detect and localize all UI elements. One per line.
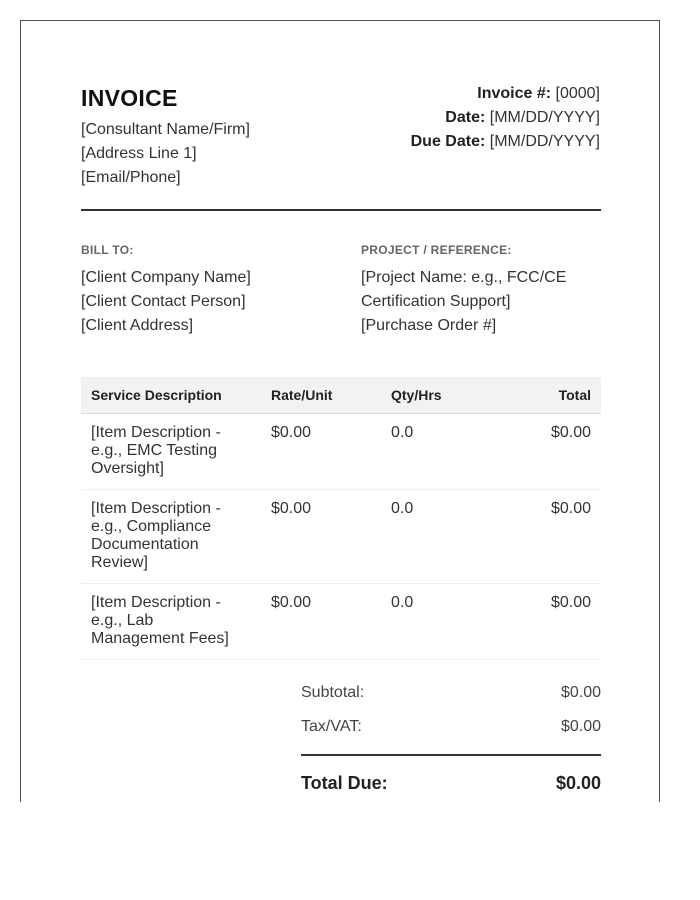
col-rate-unit: Rate/Unit <box>261 377 381 414</box>
client-address: [Client Address] <box>81 317 194 334</box>
invoice-meta <box>411 82 600 154</box>
due-date-value: [MM/DD/YYYY] <box>489 133 600 150</box>
consultant-info <box>81 118 250 190</box>
tax-value: $0.00 <box>560 718 601 735</box>
row-qty: 0.0 <box>381 414 501 490</box>
due-date-row <box>411 130 600 154</box>
row-description: [Item Description - e.g., Lab Management Fees] <box>81 584 261 660</box>
subtotal-label: Subtotal: <box>301 684 365 701</box>
client-contact: [Client Contact Person] <box>81 293 246 310</box>
row-rate: $0.00 <box>261 490 381 584</box>
total-due-row <box>301 766 601 800</box>
totals-section <box>301 676 601 800</box>
project-name-line1: [Project Name: e.g., FCC/CE <box>361 269 567 286</box>
col-qty-hrs: Qty/Hrs <box>381 377 501 414</box>
project-name-line2: Certification Support] <box>361 293 511 310</box>
col-service-description: Service Description <box>81 377 261 414</box>
bill-to-section <box>81 243 341 338</box>
col-total: Total <box>501 377 601 414</box>
row-total: $0.00 <box>501 414 601 490</box>
bill-to-label: BILL TO: <box>81 243 134 257</box>
subtotal-value: $0.00 <box>560 684 601 701</box>
invoice-title: INVOICE <box>81 85 178 111</box>
row-qty: 0.0 <box>381 490 501 584</box>
table-row <box>81 414 601 490</box>
invoice-number-label: Invoice #: <box>477 85 552 102</box>
invoice-date-value: [MM/DD/YYYY] <box>489 109 600 126</box>
consultant-address: [Address Line 1] <box>81 145 197 162</box>
invoice-date-label: Date: <box>445 109 486 126</box>
table-row <box>81 584 601 660</box>
row-total: $0.00 <box>501 490 601 584</box>
table-row <box>81 490 601 584</box>
total-due-label: Total Due: <box>301 772 388 793</box>
invoice-date-row <box>411 106 600 130</box>
totals-divider <box>301 754 601 756</box>
project-label: PROJECT / REFERENCE: <box>361 243 512 257</box>
table-header-row <box>81 377 601 414</box>
project-section <box>361 243 601 338</box>
client-company: [Client Company Name] <box>81 269 251 286</box>
consultant-contact: [Email/Phone] <box>81 169 181 186</box>
tax-label: Tax/VAT: <box>301 718 362 735</box>
bill-to-lines <box>81 266 341 338</box>
invoice-number-row <box>411 82 600 106</box>
row-description: [Item Description - e.g., Compliance Documentation Review] <box>81 490 261 584</box>
invoice-number-value: [0000] <box>555 85 600 102</box>
purchase-order: [Purchase Order #] <box>361 317 497 334</box>
total-due-value: $0.00 <box>555 772 601 793</box>
tax-row <box>301 710 601 744</box>
due-date-label: Due Date: <box>410 133 486 150</box>
consultant-name: [Consultant Name/Firm] <box>81 121 250 138</box>
subtotal-row <box>301 676 601 710</box>
row-qty: 0.0 <box>381 584 501 660</box>
service-table <box>81 377 601 660</box>
row-rate: $0.00 <box>261 584 381 660</box>
row-rate: $0.00 <box>261 414 381 490</box>
project-lines <box>361 266 601 338</box>
row-total: $0.00 <box>501 584 601 660</box>
invoice-page <box>20 20 660 802</box>
row-description: [Item Description - e.g., EMC Testing Oversight] <box>81 414 261 490</box>
header-divider <box>81 209 601 211</box>
